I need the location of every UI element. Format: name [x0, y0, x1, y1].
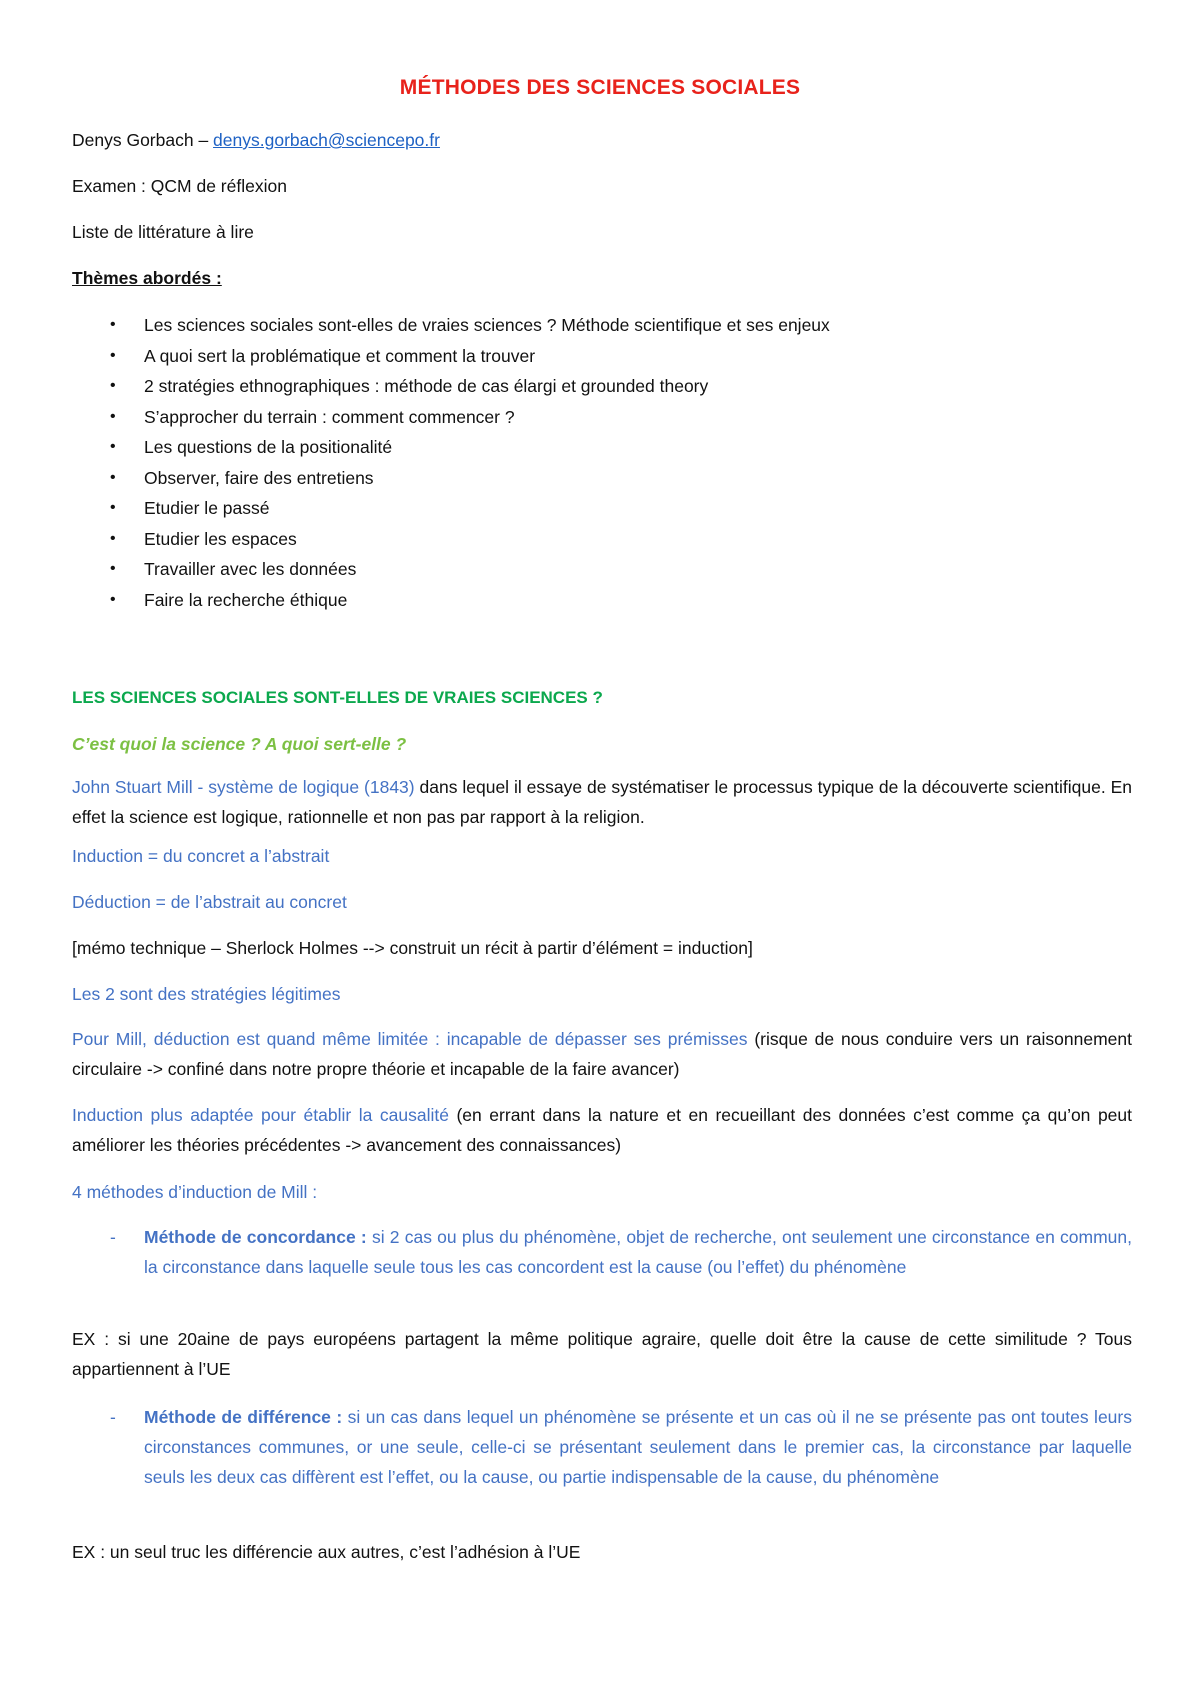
example-1: EX : si une 20aine de pays européens partagent la même politique agraire, quelle doit être la cause de cette similitude ? Tous appartiennent à l’UE: [72, 1329, 1132, 1379]
topic-item: [72, 463, 1132, 494]
bullet-marker: •: [110, 316, 116, 333]
topic-label: S’approcher du terrain : comment commencer ?: [144, 406, 515, 427]
legitimate-strategies: Les 2 sont des stratégies légitimes: [72, 984, 341, 1004]
mill-deduction-claim: Pour Mill, déduction est quand même limitée : incapable de dépasser ses prémisses: [72, 1029, 748, 1049]
mill-induction-explanation: (en errant dans la nature et en recueillant des données c’est comme ça qu’on peut améliorer les théories précédentes -> avancement des connaissances): [72, 1105, 1133, 1155]
bullet-marker: •: [110, 438, 116, 455]
mill-description: dans lequel il essaye de systématiser le processus typique de la découverte scientifique. En effet la science est logique, rationnelle et non pas par rapport à la religion.: [72, 777, 1133, 827]
section-heading: LES SCIENCES SOCIALES SONT-ELLES DE VRAIES SCIENCES ?: [72, 688, 603, 707]
deduction-definition: Déduction = de l’abstrait au concret: [72, 892, 347, 912]
mill-induction-claim: Induction plus adaptée pour établir la causalité: [72, 1105, 449, 1125]
mill-induction-paragraph: [72, 1100, 1132, 1160]
topic-item: [72, 585, 1132, 616]
topic-label: Faire la recherche éthique: [144, 589, 348, 610]
topic-label: 2 stratégies ethnographiques : méthode de cas élargi et grounded theory: [144, 376, 709, 396]
bullet-marker: •: [110, 529, 116, 547]
topic-item: [72, 432, 1132, 463]
induction-definition: Induction = du concret a l’abstrait: [72, 846, 330, 866]
dash-marker: -: [110, 1227, 116, 1247]
author-line: [72, 128, 440, 152]
method-concordance-text: si 2 cas ou plus du phénomène, objet de recherche, ont seulement une circonstance en commun, la circonstance dans laquelle seule tous les cas concordent est la cause (ou l’effet) du phénomène: [144, 1227, 1132, 1277]
author-email-link[interactable]: denys.gorbach@sciencepo.fr: [213, 130, 440, 150]
topic-item: [72, 554, 1132, 585]
mill-deduction-paragraph: [72, 1024, 1132, 1084]
bullet-marker: •: [110, 346, 116, 364]
author-name: Denys Gorbach –: [72, 130, 214, 150]
mill-paragraph: [72, 772, 1132, 832]
mill-deduction-explanation: (risque de nous conduire vers un raisonnement circulaire -> confiné dans notre propre théorie et incapable de la faire avancer): [72, 1029, 1132, 1079]
mill-reference: John Stuart Mill - système de logique (1843): [72, 777, 415, 797]
topic-label: Observer, faire des entretiens: [144, 467, 374, 488]
topic-item: [72, 402, 1132, 433]
memo-line: [mémo technique – Sherlock Holmes --> construit un récit à partir d’élément = induction]: [72, 938, 753, 958]
method-difference-title: Méthode de différence :: [144, 1407, 343, 1427]
topic-label: Etudier le passé: [144, 498, 270, 518]
method-concordance-title: Méthode de concordance :: [144, 1227, 367, 1247]
method-concordance-item: [72, 1222, 1132, 1282]
topic-item: [72, 310, 1132, 341]
topic-item: [72, 493, 1132, 524]
subheading: C’est quoi la science ? A quoi sert-elle ?: [72, 734, 407, 754]
four-methods-heading: 4 méthodes d’induction de Mill :: [72, 1182, 318, 1202]
dash-marker: -: [110, 1407, 116, 1427]
bullet-marker: •: [110, 468, 116, 486]
topic-item: [72, 371, 1132, 402]
document-title: MÉTHODES DES SCIENCES SOCIALES: [399, 76, 801, 99]
bullet-marker: •: [110, 590, 116, 608]
topic-item: [72, 524, 1132, 555]
topic-label: Etudier les espaces: [144, 528, 297, 549]
bullet-marker: •: [110, 377, 116, 394]
example-2: EX : un seul truc les différencie aux autres, c’est l’adhésion à l’UE: [72, 1542, 581, 1562]
bullet-marker: •: [110, 407, 116, 425]
topics-list: [72, 310, 1132, 615]
topic-label: Travailler avec les données: [144, 559, 357, 579]
topic-label: A quoi sert la problématique et comment la trouver: [144, 345, 536, 366]
topic-label: Les questions de la positionalité: [144, 437, 393, 457]
topics-heading: Thèmes abordés :: [72, 268, 222, 288]
topic-label: Les sciences sociales sont-elles de vraies sciences ? Méthode scientifique et ses enjeux: [144, 315, 830, 335]
literature-line: Liste de littérature à lire: [72, 222, 254, 242]
method-difference-text: si un cas dans lequel un phénomène se présente et un cas où il ne se présente pas ont toutes leurs circonstances communes, or une seule, celle-ci se présentant seulement dans le premier cas, la circonstance par laquelle seuls les deux cas diffèrent est l’effet, ou la cause, ou partie indispensable de la cause, du phénomène: [144, 1407, 1132, 1487]
exam-line: Examen : QCM de réflexion: [72, 176, 287, 196]
method-difference-item: [72, 1402, 1132, 1492]
bullet-marker: •: [110, 560, 116, 577]
topic-item: [72, 341, 1132, 372]
bullet-marker: •: [110, 499, 116, 516]
